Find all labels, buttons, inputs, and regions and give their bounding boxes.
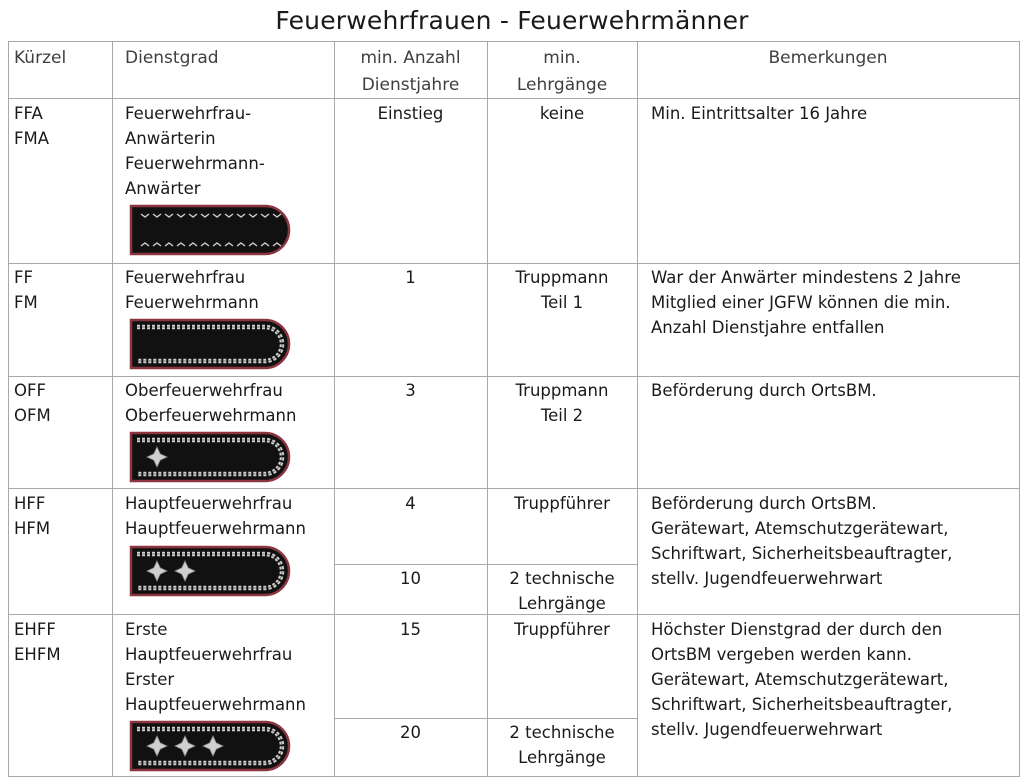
rank-insignia-ffa — [125, 200, 295, 260]
grid-line — [637, 41, 638, 777]
rank-insignia-ehff — [125, 716, 295, 776]
row-2-bemerkungen-line-3: Anzahl Dienstjahre entfallen — [651, 318, 885, 337]
rank-insignia-off — [125, 427, 295, 487]
row-4-bemerkungen-line-1: Beförderung durch OrtsBM. — [651, 494, 877, 513]
rank-insignia-ff — [125, 314, 295, 374]
row-4b-dienstjahre: 10 — [400, 569, 421, 588]
header-lehrgaenge-line-1: min. — [543, 48, 581, 68]
row-1-dienstgrad-line-3: Feuerwehrmann- — [125, 154, 265, 173]
row-2-dienstgrad-line-1: Feuerwehrfrau — [125, 268, 246, 287]
page-title: Feuerwehrfrauen - Feuerwehrmänner — [275, 6, 749, 35]
row-2-kuerzel-line-1: FF — [14, 268, 33, 287]
grid-line — [334, 718, 637, 719]
row-5-dienstgrad-line-1: Erste — [125, 620, 168, 639]
grid-line — [334, 564, 637, 565]
row-4b-lehrgaenge-line-1: 2 technische — [509, 569, 615, 588]
row-5-dienstgrad-line-3: Erster — [125, 670, 175, 689]
header-dienstjahre-line-1: min. Anzahl — [360, 48, 461, 68]
row-3-dienstgrad-line-1: Oberfeuerwehrfrau — [125, 381, 283, 400]
grid-line — [8, 776, 1020, 777]
row-1-lehrgaenge: keine — [539, 104, 585, 123]
row-4-bemerkungen-line-4: stellv. Jugendfeuerwehrwart — [651, 569, 883, 588]
row-2-bemerkungen-line-1: War der Anwärter mindestens 2 Jahre — [651, 268, 961, 287]
row-4a-dienstjahre: 4 — [405, 494, 416, 513]
row-5-bemerkungen-line-4: Schriftwart, Sicherheitsbeauftragter, — [651, 695, 953, 714]
row-5-bemerkungen-line-2: OrtsBM vergeben werden kann. — [651, 645, 913, 664]
row-5b-lehrgaenge-line-1: 2 technische — [509, 723, 615, 742]
row-3-bemerkungen-line-1: Beförderung durch OrtsBM. — [651, 381, 877, 400]
row-1-dienstgrad-line-1: Feuerwehrfrau- — [125, 104, 252, 123]
row-5-dienstgrad-line-2: Hauptfeuerwehrfrau — [125, 645, 293, 664]
row-2-lehrgaenge-line-1: Truppmann — [515, 268, 609, 287]
row-4-bemerkungen-line-3: Schriftwart, Sicherheitsbeauftragter, — [651, 544, 953, 563]
row-4-dienstgrad-line-1: Hauptfeuerwehrfrau — [125, 494, 293, 513]
rank-insignia-hff — [125, 541, 295, 601]
row-5-kuerzel-line-1: EHFF — [14, 620, 56, 639]
row-4b-lehrgaenge-line-2: Lehrgänge — [518, 594, 606, 613]
header-kuerzel: Kürzel — [14, 48, 67, 68]
header-bemerkungen: Bemerkungen — [768, 48, 888, 68]
header-lehrgaenge-line-2: Lehrgänge — [516, 75, 608, 95]
header-dienstjahre-line-2: Dienstjahre — [361, 75, 460, 95]
header-dienstgrad: Dienstgrad — [125, 48, 219, 68]
grid-line — [112, 41, 113, 777]
row-5a-lehrgaenge: Truppführer — [514, 620, 610, 639]
row-3-lehrgaenge-line-1: Truppmann — [515, 381, 609, 400]
row-1-kuerzel-line-2: FMA — [14, 129, 50, 148]
row-3-kuerzel-line-1: OFF — [14, 381, 46, 400]
row-5a-dienstjahre: 15 — [400, 620, 421, 639]
row-1-dienstgrad-line-4: Anwärter — [125, 179, 201, 198]
row-5-bemerkungen-line-3: Gerätewart, Atemschutzgerätewart, — [651, 670, 949, 689]
row-5-bemerkungen-line-5: stellv. Jugendfeuerwehrwart — [651, 720, 883, 739]
grid-line — [1019, 41, 1020, 777]
row-3-lehrgaenge-line-2: Teil 2 — [540, 406, 584, 425]
row-2-dienstjahre: 1 — [405, 268, 416, 287]
row-4-kuerzel-line-1: HFF — [14, 494, 46, 513]
grid-line — [8, 263, 1020, 264]
row-5b-dienstjahre: 20 — [400, 723, 421, 742]
row-1-dienstjahre: Einstieg — [377, 104, 444, 123]
row-4-kuerzel-line-2: HFM — [14, 519, 51, 538]
grid-line — [8, 376, 1020, 377]
row-5-dienstgrad-line-4: Hauptfeuerwehrmann — [125, 695, 306, 714]
row-1-dienstgrad-line-2: Anwärterin — [125, 129, 216, 148]
row-2-dienstgrad-line-2: Feuerwehrmann — [125, 293, 259, 312]
grid-line — [8, 488, 1020, 489]
row-3-dienstgrad-line-2: Oberfeuerwehrmann — [125, 406, 297, 425]
row-3-kuerzel-line-2: OFM — [14, 406, 51, 425]
row-5-bemerkungen-line-1: Höchster Dienstgrad der durch den — [651, 620, 943, 639]
row-4-bemerkungen-line-2: Gerätewart, Atemschutzgerätewart, — [651, 519, 949, 538]
row-2-lehrgaenge-line-2: Teil 1 — [540, 293, 584, 312]
row-4-dienstgrad-line-2: Hauptfeuerwehrmann — [125, 519, 306, 538]
grid-line — [8, 41, 9, 777]
row-5b-lehrgaenge-line-2: Lehrgänge — [518, 748, 606, 767]
row-1-kuerzel-line-1: FFA — [14, 104, 43, 123]
row-5-kuerzel-line-2: EHFM — [14, 645, 61, 664]
row-2-bemerkungen-line-2: Mitglied einer JGFW können die min. — [651, 293, 951, 312]
row-4a-lehrgaenge: Truppführer — [514, 494, 610, 513]
row-1-bemerkungen-line-1: Min. Eintrittsalter 16 Jahre — [651, 104, 868, 123]
row-3-dienstjahre: 3 — [405, 381, 416, 400]
row-2-kuerzel-line-2: FM — [14, 293, 38, 312]
grid-line — [334, 41, 335, 777]
